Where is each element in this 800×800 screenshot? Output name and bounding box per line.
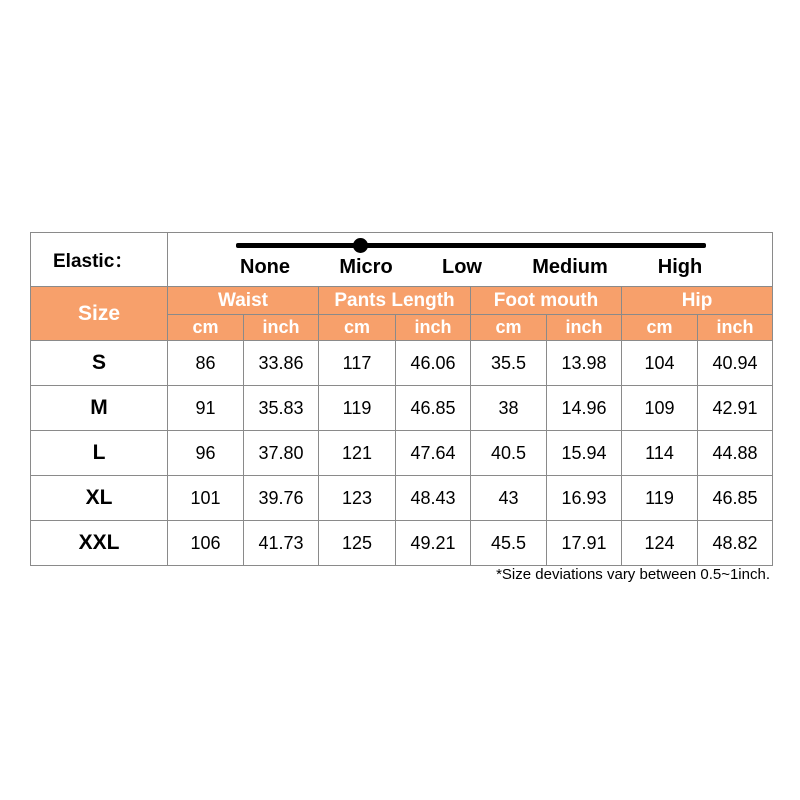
- unit-header-cm: cm: [622, 315, 698, 341]
- cell-pants-length-cm: 125: [319, 521, 396, 566]
- elastic-level-medium: Medium: [532, 256, 608, 278]
- cell-foot-mouth-cm: 40.5: [471, 431, 547, 476]
- cell-hip-inch: 42.91: [698, 386, 773, 431]
- cell-hip-cm: 114: [622, 431, 698, 476]
- elastic-level-low: Low: [442, 256, 482, 278]
- cell-foot-mouth-inch: 16.93: [547, 476, 622, 521]
- cell-waist-inch: 35.83: [244, 386, 319, 431]
- cell-pants-length-cm: 121: [319, 431, 396, 476]
- cell-foot-mouth-cm: 45.5: [471, 521, 547, 566]
- size-label: S: [31, 341, 168, 386]
- table-row: [31, 476, 773, 521]
- cell-hip-inch: 48.82: [698, 521, 773, 566]
- cell-hip-cm: 104: [622, 341, 698, 386]
- unit-header-inch: inch: [698, 315, 773, 341]
- group-header-hip: Hip: [622, 287, 773, 315]
- size-label: XXL: [31, 521, 168, 566]
- cell-waist-inch: 37.80: [244, 431, 319, 476]
- table-row: [31, 341, 773, 386]
- elastic-row: [31, 233, 773, 287]
- cell-pants-length-inch: 48.43: [396, 476, 471, 521]
- cell-hip-inch: 46.85: [698, 476, 773, 521]
- cell-waist-cm: 96: [168, 431, 244, 476]
- cell-foot-mouth-inch: 15.94: [547, 431, 622, 476]
- unit-header-inch: inch: [396, 315, 471, 341]
- group-header-pants-length: Pants Length: [319, 287, 471, 315]
- elastic-label: Elastic：: [31, 233, 168, 287]
- cell-waist-cm: 106: [168, 521, 244, 566]
- size-label: XL: [31, 476, 168, 521]
- cell-hip-cm: 119: [622, 476, 698, 521]
- cell-waist-inch: 41.73: [244, 521, 319, 566]
- unit-header-cm: cm: [319, 315, 396, 341]
- elastic-scale: [168, 233, 773, 287]
- group-header-row: [31, 287, 773, 315]
- table-row: [31, 386, 773, 431]
- cell-foot-mouth-inch: 13.98: [547, 341, 622, 386]
- elastic-scale-marker: [353, 238, 368, 253]
- unit-header-cm: cm: [471, 315, 547, 341]
- cell-foot-mouth-inch: 14.96: [547, 386, 622, 431]
- cell-foot-mouth-cm: 35.5: [471, 341, 547, 386]
- cell-waist-inch: 39.76: [244, 476, 319, 521]
- cell-hip-cm: 109: [622, 386, 698, 431]
- cell-foot-mouth-cm: 38: [471, 386, 547, 431]
- unit-header-cm: cm: [168, 315, 244, 341]
- cell-pants-length-inch: 46.06: [396, 341, 471, 386]
- cell-pants-length-inch: 46.85: [396, 386, 471, 431]
- elastic-scale-bar: [236, 243, 706, 248]
- cell-pants-length-inch: 49.21: [396, 521, 471, 566]
- group-header-foot-mouth: Foot mouth: [471, 287, 622, 315]
- size-note: *Size deviations vary between 0.5~1inch.: [496, 566, 770, 583]
- size-header: Size: [31, 287, 168, 341]
- elastic-level-micro: Micro: [339, 256, 393, 278]
- elastic-scale-labels: [168, 256, 772, 282]
- table-row: [31, 521, 773, 566]
- cell-waist-cm: 101: [168, 476, 244, 521]
- cell-hip-cm: 124: [622, 521, 698, 566]
- cell-pants-length-inch: 47.64: [396, 431, 471, 476]
- cell-waist-cm: 86: [168, 341, 244, 386]
- cell-hip-inch: 40.94: [698, 341, 773, 386]
- cell-waist-cm: 91: [168, 386, 244, 431]
- unit-header-inch: inch: [244, 315, 319, 341]
- size-label: L: [31, 431, 168, 476]
- cell-pants-length-cm: 119: [319, 386, 396, 431]
- cell-foot-mouth-cm: 43: [471, 476, 547, 521]
- group-header-waist: Waist: [168, 287, 319, 315]
- elastic-level-none: None: [240, 256, 290, 278]
- cell-pants-length-cm: 117: [319, 341, 396, 386]
- cell-waist-inch: 33.86: [244, 341, 319, 386]
- unit-header-inch: inch: [547, 315, 622, 341]
- size-label: M: [31, 386, 168, 431]
- size-rows: [31, 341, 773, 566]
- elastic-level-high: High: [657, 256, 703, 278]
- cell-pants-length-cm: 123: [319, 476, 396, 521]
- cell-foot-mouth-inch: 17.91: [547, 521, 622, 566]
- cell-hip-inch: 44.88: [698, 431, 773, 476]
- table-row: [31, 431, 773, 476]
- size-chart-table: [30, 232, 773, 566]
